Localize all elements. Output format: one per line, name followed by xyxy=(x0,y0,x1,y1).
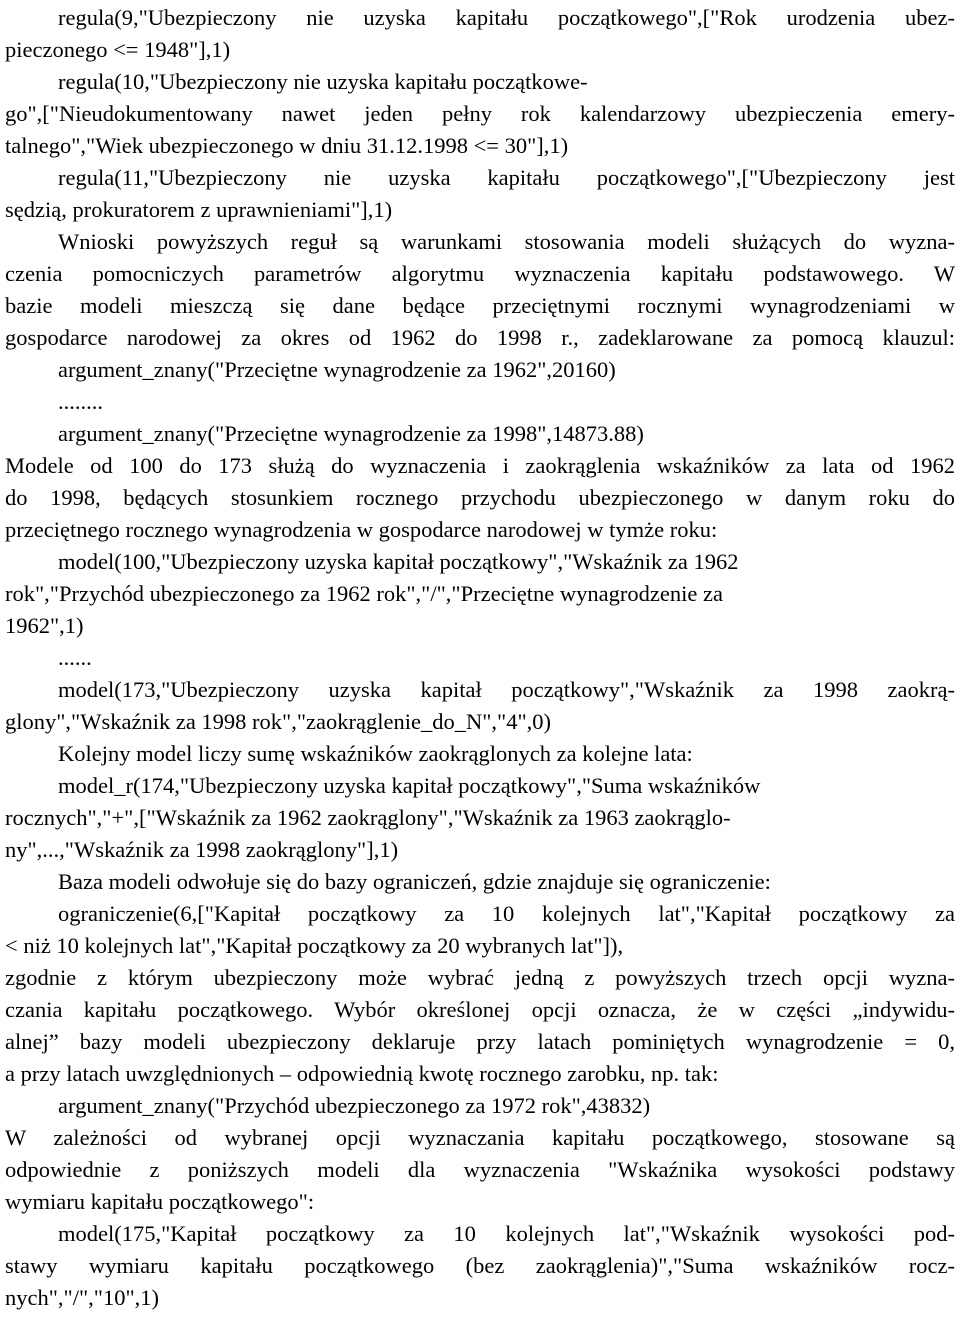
text-line: argument_znany("Przychód ubezpieczonego za 1972 rok",43832) xyxy=(58,1093,651,1118)
text-line: przeciętnego rocznego wynagrodzenia w gospodarce narodowej w tymże roku: xyxy=(5,517,718,542)
text-line: model(173,"Ubezpieczony uzyska kapitał początkowy","Wskaźnik za 1998 zaokrą- xyxy=(58,677,955,702)
text-line: regula(10,"Ubezpieczony nie uzyska kapitału początkowe- xyxy=(58,69,588,94)
text-line: stawy wymiaru kapitału początkowego (bez zaokrąglenia)","Suma wskaźników rocz- xyxy=(5,1253,955,1278)
text-line: ny",...,"Wskaźnik za 1998 zaokrąglony"],1) xyxy=(5,837,399,862)
text-line: czenia pomocniczych parametrów algorytmu wyznaczenia kapitału podstawowego. W xyxy=(5,261,955,286)
text-line: Modele od 100 do 173 służą do wyznaczenia i zaokrąglenia wskaźników za lata od 1962 xyxy=(5,453,955,478)
text-line: < niż 10 kolejnych lat","Kapitał początkowy za 20 wybranych lat"]), xyxy=(5,933,624,958)
text-line: czania kapitału początkowego. Wybór określonej opcji oznacza, że w części „indywidu- xyxy=(5,997,955,1022)
text-line: W zależności od wybranej opcji wyznaczania kapitału początkowego, stosowane są xyxy=(5,1125,955,1150)
text-line: glony","Wskaźnik za 1998 rok","zaokrąglenie_do_N","4",0) xyxy=(5,709,552,734)
text-line: do 1998, będących stosunkiem rocznego przychodu ubezpieczonego w danym roku do xyxy=(5,485,955,510)
text-line: model(175,"Kapitał początkowy za 10 kolejnych lat","Wskaźnik wysokości pod- xyxy=(58,1221,955,1246)
text-line: argument_znany("Przeciętne wynagrodzenie za 1998",14873.88) xyxy=(58,421,644,446)
text-line: gospodarce narodowej za okres od 1962 do 1998 r., zadeklarowane za pomocą klauzul: xyxy=(5,325,955,350)
text-line: 1962",1) xyxy=(5,613,84,638)
text-line: wymiaru kapitału początkowego": xyxy=(5,1189,315,1214)
text-line: zgodnie z którym ubezpieczony może wybrać jedną z powyższych trzech opcji wyzna- xyxy=(5,965,955,990)
text-line: bazie modeli mieszczą się dane będące przeciętnymi rocznymi wynagrodzeniami w xyxy=(5,293,955,318)
text-line: alnej” bazy modeli ubezpieczony deklaruje przy latach pominiętych wynagrodzenie = 0, xyxy=(5,1029,955,1054)
text-line: talnego","Wiek ubezpieczonego w dniu 31.12.1998 <= 30"],1) xyxy=(5,133,569,158)
text-line: Kolejny model liczy sumę wskaźników zaokrąglonych za kolejne lata: xyxy=(58,741,693,766)
text-line: model_r(174,"Ubezpieczony uzyska kapitał początkowy","Suma wskaźników xyxy=(58,773,761,798)
text-line: model(100,"Ubezpieczony uzyska kapitał początkowy","Wskaźnik za 1962 xyxy=(58,549,739,574)
text-line: go",["Nieudokumentowany nawet jeden pełny rok kalendarzowy ubezpieczenia emery- xyxy=(5,101,955,126)
text-line: ........ xyxy=(58,389,103,414)
text-line: ograniczenie(6,["Kapitał początkowy za 10 kolejnych lat","Kapitał początkowy za xyxy=(58,901,955,926)
text-line: a przy latach uwzględnionych – odpowiednią kwotę rocznego zarobku, np. tak: xyxy=(5,1061,719,1086)
text-line: argument_znany("Przeciętne wynagrodzenie za 1962",20160) xyxy=(58,357,616,382)
text-line: Baza modeli odwołuje się do bazy ograniczeń, gdzie znajduje się ograniczenie: xyxy=(58,869,771,894)
text-line: sędzią, prokuratorem z uprawnieniami"],1) xyxy=(5,197,393,222)
text-line: rocznych","+",["Wskaźnik za 1962 zaokrąglony","Wskaźnik za 1963 zaokrąglo- xyxy=(5,805,731,830)
text-line: pieczonego <= 1948"],1) xyxy=(5,37,231,62)
text-line: Wnioski powyższych reguł są warunkami stosowania modeli służących do wyzna- xyxy=(58,229,955,254)
text-line: rok","Przychód ubezpieczonego za 1962 rok","/","Przeciętne wynagrodzenie za xyxy=(5,581,723,606)
text-line: odpowiednie z poniższych modeli dla wyznaczenia "Wskaźnika wysokości podstawy xyxy=(5,1157,955,1182)
text-line: ...... xyxy=(58,645,92,670)
text-line: nych","/","10",1) xyxy=(5,1285,160,1310)
text-line: regula(9,"Ubezpieczony nie uzyska kapitału początkowego",["Rok urodzenia ubez- xyxy=(58,5,955,30)
text-line: regula(11,"Ubezpieczony nie uzyska kapitału początkowego",["Ubezpieczony jest xyxy=(58,165,955,190)
